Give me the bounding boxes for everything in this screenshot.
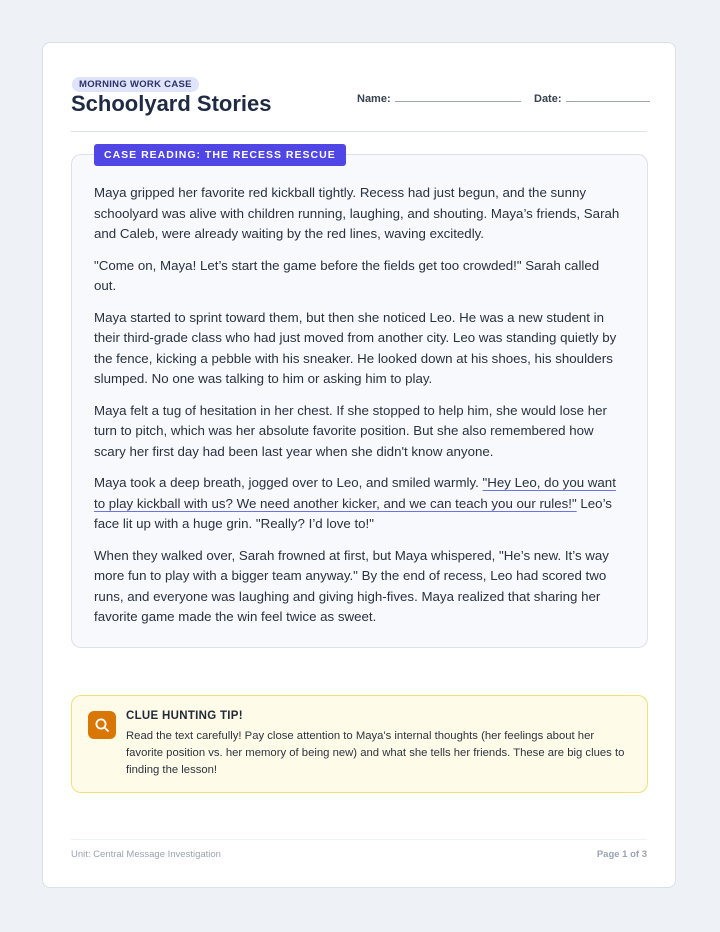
header-divider (71, 131, 647, 132)
highlighted-dialogue: "Hey Leo, do you want to play kickball with us? We need another kicker, and we can teach you our rules!" (94, 475, 616, 511)
paragraph-4: Maya felt a tug of hesitation in her chest. If she stopped to help him, she would lose her turn to pitch, which was her absolute favorite position. But she also remembered how scary her first day had been last year when she didn't know anyone. (94, 402, 607, 459)
tip-title: CLUE HUNTING TIP! (126, 710, 243, 722)
paragraph-3: Maya started to sprint toward them, but then she noticed Leo. He was a new student in their third-grade class who had just moved from another city. Leo was standing quietly by the fence, kicking a pebble with his sneaker. He looked down at his shoes, his shoulders slumped. No one was talking to him or asking him to play. (94, 309, 617, 386)
paragraph-5 (94, 473, 625, 535)
reading-text (94, 183, 625, 639)
paragraph-2: "Come on, Maya! Let’s start the game before the fields get too crowded!" Sarah called out. (94, 257, 600, 293)
search-icon (88, 711, 116, 739)
tip-text: Read the text carefully! Pay close attention to Maya's internal thoughts (her feelings about her favorite position vs. her memory of being new) and what she tells her friends. These are big clues to finding the lesson! (126, 730, 625, 776)
page-title: Schoolyard Stories (71, 91, 272, 116)
case-reading-box (71, 149, 648, 648)
worksheet-page (42, 42, 676, 888)
date-label: Date: (534, 93, 562, 105)
date-line[interactable] (566, 101, 650, 102)
paragraph-1: Maya gripped her favorite red kickball tightly. Recess had just begun, and the sunny schoolyard was alive with children running, laughing, and shouting. Maya’s friends, Sarah and Caleb, were already waiting by the red lines, waving excitedly. (94, 185, 620, 241)
case-reading-label: CASE READING: THE RECESS RESCUE (94, 144, 346, 166)
paragraph-5-start: Maya took a deep breath, jogged over to Leo, and smiled warmly. (94, 475, 483, 490)
paragraph-5-end: Leo’s face lit up with a huge grin. "Really? I’d love to!" (94, 495, 612, 531)
date-field[interactable] (534, 93, 650, 105)
name-line[interactable] (395, 101, 521, 102)
name-field[interactable] (357, 93, 521, 105)
unit-label: Unit: Central Message Investigation (71, 849, 221, 860)
page-number: Page 1 of 3 (596, 849, 647, 860)
clue-tip-box (71, 695, 648, 793)
footer-divider (71, 839, 647, 840)
name-label: Name: (357, 93, 391, 105)
case-badge: MORNING WORK CASE (72, 77, 199, 92)
paragraph-6: When they walked over, Sarah frowned at first, but Maya whispered, "He’s new. It’s way more fun to play with a bigger team anyway." By the end of recess, Leo had scored two runs, and everyone was laughing and giving high-fives. Maya realized that sharing her favorite game made the win feel twice as sweet. (94, 547, 609, 624)
